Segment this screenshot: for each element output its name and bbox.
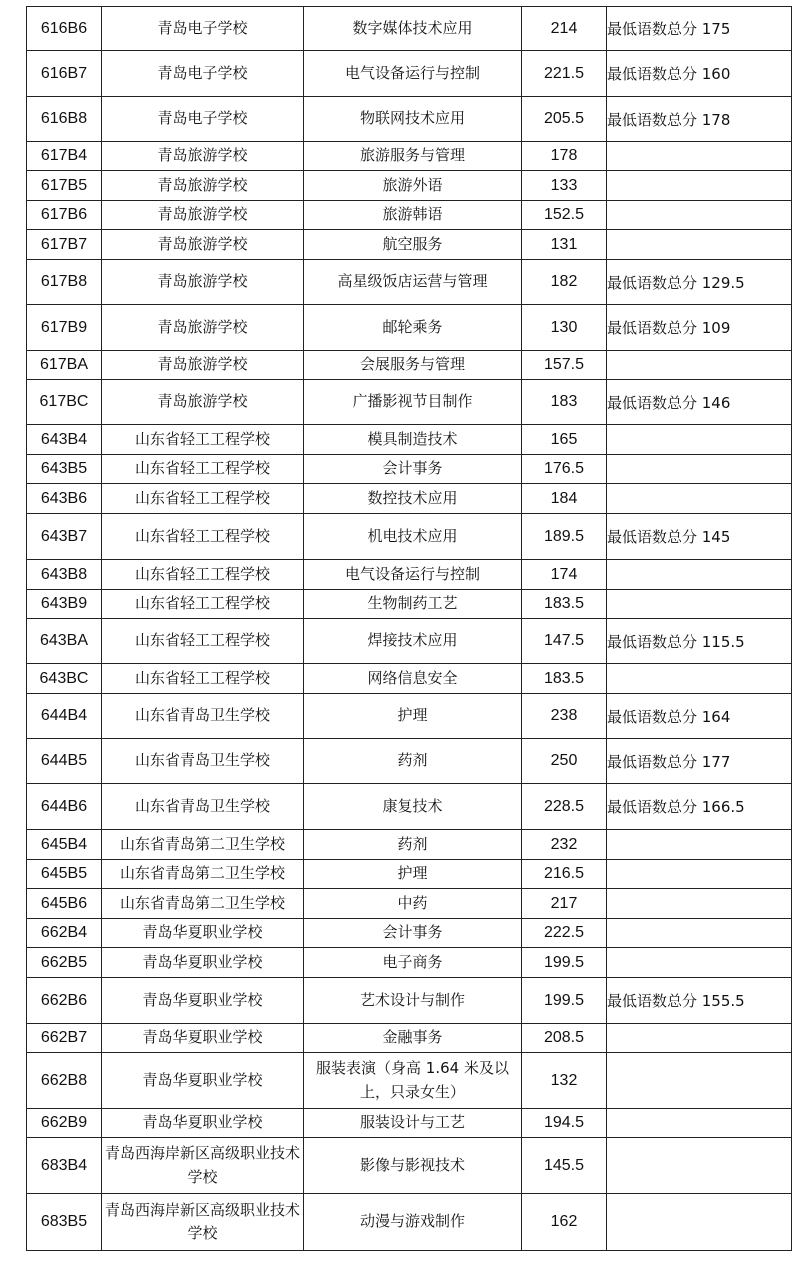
note-cell bbox=[607, 351, 792, 380]
major-name-cell: 物联网技术应用 bbox=[304, 97, 522, 142]
table-row bbox=[27, 619, 792, 664]
table-row bbox=[27, 919, 792, 948]
program-code-cell: 616B7 bbox=[27, 51, 102, 97]
note-cell bbox=[607, 484, 792, 514]
program-code-cell: 617BA bbox=[27, 351, 102, 380]
school-name-cell: 山东省轻工工程学校 bbox=[102, 590, 304, 619]
min-score-cell: 205.5 bbox=[522, 97, 607, 142]
program-code-cell: 643B5 bbox=[27, 455, 102, 484]
major-name-cell: 高星级饭店运营与管理 bbox=[304, 260, 522, 305]
school-name-cell: 山东省青岛卫生学校 bbox=[102, 739, 304, 784]
major-name-cell: 邮轮乘务 bbox=[304, 305, 522, 351]
min-score-cell: 221.5 bbox=[522, 51, 607, 97]
table-row bbox=[27, 784, 792, 830]
program-code-cell: 645B4 bbox=[27, 830, 102, 860]
min-score-cell: 176.5 bbox=[522, 455, 607, 484]
major-name-cell: 中药 bbox=[304, 889, 522, 919]
table-row bbox=[27, 1138, 792, 1194]
major-name-cell: 艺术设计与制作 bbox=[304, 978, 522, 1024]
program-code-cell: 643B9 bbox=[27, 590, 102, 619]
min-score-cell: 208.5 bbox=[522, 1024, 607, 1053]
note-cell bbox=[607, 425, 792, 455]
program-code-cell: 617B6 bbox=[27, 201, 102, 230]
school-name-cell: 青岛旅游学校 bbox=[102, 351, 304, 380]
table-row bbox=[27, 1053, 792, 1109]
program-code-cell: 662B9 bbox=[27, 1109, 102, 1138]
note-cell bbox=[607, 1194, 792, 1251]
min-score-cell: 174 bbox=[522, 560, 607, 590]
min-score-cell: 222.5 bbox=[522, 919, 607, 948]
school-name-cell: 山东省青岛第二卫生学校 bbox=[102, 889, 304, 919]
min-score-cell: 131 bbox=[522, 230, 607, 260]
program-code-cell: 617B5 bbox=[27, 171, 102, 201]
major-name-cell: 旅游韩语 bbox=[304, 201, 522, 230]
school-name-cell: 青岛电子学校 bbox=[102, 51, 304, 97]
note-cell: 最低语数总分 109 bbox=[607, 305, 792, 351]
school-name-cell: 山东省轻工工程学校 bbox=[102, 514, 304, 560]
table-row bbox=[27, 694, 792, 739]
major-name-cell: 金融事务 bbox=[304, 1024, 522, 1053]
note-cell bbox=[607, 948, 792, 978]
program-code-cell: 645B6 bbox=[27, 889, 102, 919]
program-code-cell: 644B5 bbox=[27, 739, 102, 784]
major-name-cell: 会计事务 bbox=[304, 455, 522, 484]
major-name-cell: 数控技术应用 bbox=[304, 484, 522, 514]
major-name-cell: 影像与影视技术 bbox=[304, 1138, 522, 1194]
min-score-cell: 199.5 bbox=[522, 948, 607, 978]
min-score-cell: 199.5 bbox=[522, 978, 607, 1024]
major-name-cell: 服装设计与工艺 bbox=[304, 1109, 522, 1138]
note-cell bbox=[607, 1053, 792, 1109]
table-row bbox=[27, 425, 792, 455]
note-cell: 最低语数总分 145 bbox=[607, 514, 792, 560]
school-name-cell: 青岛华夏职业学校 bbox=[102, 948, 304, 978]
note-cell: 最低语数总分 155.5 bbox=[607, 978, 792, 1024]
table-row bbox=[27, 305, 792, 351]
table-row bbox=[27, 889, 792, 919]
major-name-cell: 电气设备运行与控制 bbox=[304, 560, 522, 590]
table-row bbox=[27, 860, 792, 889]
major-name-cell: 模具制造技术 bbox=[304, 425, 522, 455]
school-name-cell: 山东省青岛卫生学校 bbox=[102, 694, 304, 739]
major-name-cell: 护理 bbox=[304, 860, 522, 889]
note-cell bbox=[607, 830, 792, 860]
school-name-cell: 山东省轻工工程学校 bbox=[102, 560, 304, 590]
note-cell bbox=[607, 142, 792, 171]
table-row bbox=[27, 739, 792, 784]
note-cell bbox=[607, 919, 792, 948]
program-code-cell: 643BC bbox=[27, 664, 102, 694]
major-name-cell: 广播影视节目制作 bbox=[304, 380, 522, 425]
min-score-cell: 183.5 bbox=[522, 664, 607, 694]
note-cell bbox=[607, 664, 792, 694]
school-name-cell: 青岛华夏职业学校 bbox=[102, 1024, 304, 1053]
min-score-cell: 182 bbox=[522, 260, 607, 305]
note-cell bbox=[607, 230, 792, 260]
table-row bbox=[27, 380, 792, 425]
table-row bbox=[27, 351, 792, 380]
table-row bbox=[27, 1024, 792, 1053]
note-cell bbox=[607, 860, 792, 889]
program-code-cell: 616B6 bbox=[27, 7, 102, 51]
min-score-cell: 145.5 bbox=[522, 1138, 607, 1194]
min-score-cell: 189.5 bbox=[522, 514, 607, 560]
school-name-cell: 青岛华夏职业学校 bbox=[102, 1053, 304, 1109]
program-code-cell: 662B5 bbox=[27, 948, 102, 978]
min-score-cell: 162 bbox=[522, 1194, 607, 1251]
program-code-cell: 683B4 bbox=[27, 1138, 102, 1194]
major-name-cell: 药剂 bbox=[304, 739, 522, 784]
table-row bbox=[27, 260, 792, 305]
program-code-cell: 643B8 bbox=[27, 560, 102, 590]
school-name-cell: 山东省轻工工程学校 bbox=[102, 455, 304, 484]
note-cell bbox=[607, 201, 792, 230]
program-code-cell: 616B8 bbox=[27, 97, 102, 142]
program-code-cell: 617B4 bbox=[27, 142, 102, 171]
min-score-cell: 133 bbox=[522, 171, 607, 201]
school-name-cell: 山东省轻工工程学校 bbox=[102, 664, 304, 694]
major-name-cell: 会计事务 bbox=[304, 919, 522, 948]
school-name-cell: 山东省轻工工程学校 bbox=[102, 484, 304, 514]
major-name-cell: 机电技术应用 bbox=[304, 514, 522, 560]
min-score-cell: 232 bbox=[522, 830, 607, 860]
note-cell bbox=[607, 1109, 792, 1138]
min-score-cell: 130 bbox=[522, 305, 607, 351]
major-name-cell: 电子商务 bbox=[304, 948, 522, 978]
min-score-cell: 238 bbox=[522, 694, 607, 739]
table-body bbox=[27, 7, 792, 1251]
table-row bbox=[27, 97, 792, 142]
note-cell bbox=[607, 889, 792, 919]
school-name-cell: 青岛旅游学校 bbox=[102, 260, 304, 305]
table-row bbox=[27, 948, 792, 978]
min-score-cell: 217 bbox=[522, 889, 607, 919]
program-code-cell: 683B5 bbox=[27, 1194, 102, 1251]
program-code-cell: 617B7 bbox=[27, 230, 102, 260]
program-code-cell: 662B7 bbox=[27, 1024, 102, 1053]
table-row bbox=[27, 7, 792, 51]
min-score-cell: 214 bbox=[522, 7, 607, 51]
note-cell: 最低语数总分 178 bbox=[607, 97, 792, 142]
min-score-cell: 216.5 bbox=[522, 860, 607, 889]
table-row bbox=[27, 1109, 792, 1138]
major-name-cell: 旅游服务与管理 bbox=[304, 142, 522, 171]
note-cell bbox=[607, 1138, 792, 1194]
program-code-cell: 617BC bbox=[27, 380, 102, 425]
min-score-cell: 152.5 bbox=[522, 201, 607, 230]
major-name-cell: 旅游外语 bbox=[304, 171, 522, 201]
table-row bbox=[27, 1194, 792, 1251]
min-score-cell: 228.5 bbox=[522, 784, 607, 830]
min-score-cell: 132 bbox=[522, 1053, 607, 1109]
note-cell: 最低语数总分 164 bbox=[607, 694, 792, 739]
program-code-cell: 617B9 bbox=[27, 305, 102, 351]
school-name-cell: 青岛电子学校 bbox=[102, 7, 304, 51]
note-cell: 最低语数总分 177 bbox=[607, 739, 792, 784]
school-name-cell: 青岛旅游学校 bbox=[102, 380, 304, 425]
program-code-cell: 617B8 bbox=[27, 260, 102, 305]
major-name-cell: 服装表演（身高 1.64 米及以上，只录女生） bbox=[304, 1053, 522, 1109]
school-name-cell: 青岛旅游学校 bbox=[102, 230, 304, 260]
major-name-cell: 会展服务与管理 bbox=[304, 351, 522, 380]
note-cell bbox=[607, 171, 792, 201]
min-score-cell: 147.5 bbox=[522, 619, 607, 664]
note-cell bbox=[607, 1024, 792, 1053]
table-row bbox=[27, 590, 792, 619]
table-row bbox=[27, 51, 792, 97]
school-name-cell: 青岛电子学校 bbox=[102, 97, 304, 142]
min-score-cell: 194.5 bbox=[522, 1109, 607, 1138]
program-code-cell: 644B6 bbox=[27, 784, 102, 830]
note-cell bbox=[607, 590, 792, 619]
table-row bbox=[27, 514, 792, 560]
table-row bbox=[27, 978, 792, 1024]
program-code-cell: 643BA bbox=[27, 619, 102, 664]
note-cell: 最低语数总分 166.5 bbox=[607, 784, 792, 830]
major-name-cell: 动漫与游戏制作 bbox=[304, 1194, 522, 1251]
program-code-cell: 644B4 bbox=[27, 694, 102, 739]
major-name-cell: 生物制药工艺 bbox=[304, 590, 522, 619]
school-name-cell: 山东省青岛第二卫生学校 bbox=[102, 860, 304, 889]
table-row bbox=[27, 830, 792, 860]
note-cell: 最低语数总分 115.5 bbox=[607, 619, 792, 664]
note-cell: 最低语数总分 129.5 bbox=[607, 260, 792, 305]
min-score-cell: 183.5 bbox=[522, 590, 607, 619]
note-cell: 最低语数总分 175 bbox=[607, 7, 792, 51]
school-name-cell: 青岛华夏职业学校 bbox=[102, 978, 304, 1024]
table-row bbox=[27, 455, 792, 484]
major-name-cell: 药剂 bbox=[304, 830, 522, 860]
major-name-cell: 网络信息安全 bbox=[304, 664, 522, 694]
program-code-cell: 662B8 bbox=[27, 1053, 102, 1109]
school-name-cell: 山东省轻工工程学校 bbox=[102, 425, 304, 455]
program-code-cell: 643B7 bbox=[27, 514, 102, 560]
min-score-cell: 165 bbox=[522, 425, 607, 455]
major-name-cell: 护理 bbox=[304, 694, 522, 739]
note-cell bbox=[607, 455, 792, 484]
min-score-cell: 250 bbox=[522, 739, 607, 784]
note-cell: 最低语数总分 160 bbox=[607, 51, 792, 97]
min-score-cell: 178 bbox=[522, 142, 607, 171]
school-name-cell: 青岛西海岸新区高级职业技术学校 bbox=[102, 1138, 304, 1194]
note-cell: 最低语数总分 146 bbox=[607, 380, 792, 425]
table-row bbox=[27, 664, 792, 694]
school-name-cell: 山东省青岛卫生学校 bbox=[102, 784, 304, 830]
school-name-cell: 青岛旅游学校 bbox=[102, 201, 304, 230]
major-name-cell: 焊接技术应用 bbox=[304, 619, 522, 664]
min-score-cell: 184 bbox=[522, 484, 607, 514]
school-name-cell: 山东省轻工工程学校 bbox=[102, 619, 304, 664]
program-code-cell: 662B6 bbox=[27, 978, 102, 1024]
school-name-cell: 青岛旅游学校 bbox=[102, 171, 304, 201]
major-name-cell: 航空服务 bbox=[304, 230, 522, 260]
school-name-cell: 青岛旅游学校 bbox=[102, 142, 304, 171]
table-row bbox=[27, 171, 792, 201]
table-row bbox=[27, 230, 792, 260]
min-score-cell: 157.5 bbox=[522, 351, 607, 380]
note-cell bbox=[607, 560, 792, 590]
table-row bbox=[27, 142, 792, 171]
school-name-cell: 青岛旅游学校 bbox=[102, 305, 304, 351]
school-name-cell: 山东省青岛第二卫生学校 bbox=[102, 830, 304, 860]
program-code-cell: 643B6 bbox=[27, 484, 102, 514]
table-row bbox=[27, 484, 792, 514]
major-name-cell: 数字媒体技术应用 bbox=[304, 7, 522, 51]
school-name-cell: 青岛华夏职业学校 bbox=[102, 919, 304, 948]
admission-score-table bbox=[26, 6, 792, 1251]
program-code-cell: 645B5 bbox=[27, 860, 102, 889]
table-row bbox=[27, 201, 792, 230]
school-name-cell: 青岛华夏职业学校 bbox=[102, 1109, 304, 1138]
major-name-cell: 康复技术 bbox=[304, 784, 522, 830]
major-name-cell: 电气设备运行与控制 bbox=[304, 51, 522, 97]
program-code-cell: 643B4 bbox=[27, 425, 102, 455]
min-score-cell: 183 bbox=[522, 380, 607, 425]
school-name-cell: 青岛西海岸新区高级职业技术学校 bbox=[102, 1194, 304, 1251]
table-row bbox=[27, 560, 792, 590]
program-code-cell: 662B4 bbox=[27, 919, 102, 948]
